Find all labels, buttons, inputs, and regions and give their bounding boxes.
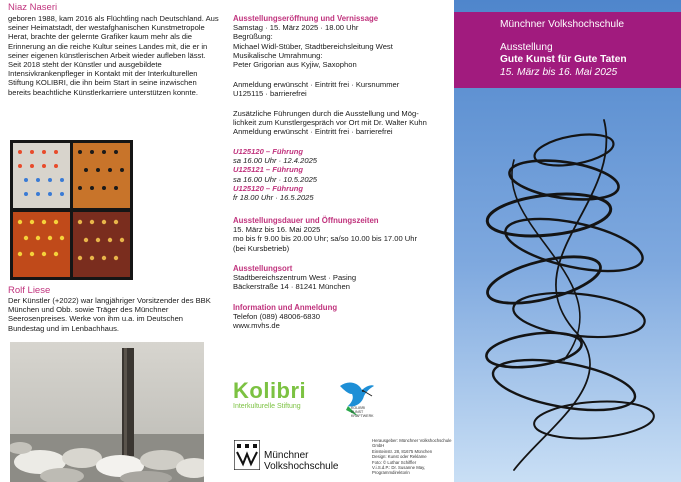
impressum (372, 438, 454, 476)
tour-date: sa 16.00 Uhr · 10.5.2025 (233, 174, 318, 184)
duration-section (233, 216, 451, 253)
vhs-name (264, 450, 339, 472)
impressum-line: Einsteinstr. 28, 81675 München (372, 448, 433, 454)
duration-heading: Ausstellungsdauer und Öffnungszeiten (233, 216, 379, 225)
vhs-name-line-1: Münchner (264, 450, 309, 461)
tour-date: sa 16.00 Uhr · 12.4.2025 (233, 156, 318, 166)
vhs-logo-icon (234, 440, 260, 470)
cover-dates: 15. März bis 16. Mai 2025 (500, 67, 618, 78)
tours-section (233, 109, 451, 137)
course-number: U125115 · barrierefrei (233, 89, 307, 99)
tour-code: U125120 – Führung (233, 183, 304, 193)
tours-line-3: Anmeldung erwünscht · Eintritt frei · barrierefrei (233, 127, 393, 137)
tours-line-2: lichkeit zum Kunstlergespräch vor Ort mit Dr. Walter Kuhn (233, 118, 427, 128)
cover-banner (454, 12, 681, 88)
kolibri-logo (233, 380, 306, 410)
cover-label: Ausstellung (500, 42, 553, 53)
opening-date: Samstag · 15. März 2025 · 18.00 Uhr (233, 23, 359, 33)
impressum-line: Foto: © Lothar Schiffler (372, 459, 417, 465)
music-person: Peter Grigorian aus Kyjiw, Saxophon (233, 60, 357, 70)
artist1-name: Niaz Naseri (8, 2, 58, 13)
artist2-name: Rolf Liese (8, 285, 51, 296)
artwork-niaz-naseri (10, 140, 133, 280)
cover-org: Münchner Volkshochschule (500, 19, 625, 30)
tour-code: U125120 – Führung (233, 147, 304, 156)
impressum-line: Herausgeber: Münchner Volkshochschule GmbH (372, 438, 452, 449)
kolibri-subtitle: Interkulturelle Stiftung (233, 403, 301, 410)
left-column (0, 0, 227, 482)
venue-name: Stadtbereichszentrum West · Pasing (233, 273, 357, 283)
info-section (233, 303, 451, 331)
artist2-bio: Der Künstler (+2022) war langjähriger Vorsitzender des BBK München und Obb. sowie Träger des Münchner Seerosenpreises. Werke von ihm u.a. im Deutschen Bundestag und im Lenbachhaus. (8, 296, 211, 333)
greeting-label: Begrüßung: (233, 32, 273, 42)
venue-address: Bäckerstraße 14 · 81241 München (233, 282, 350, 292)
registration-text: Anmeldung erwünscht · Eintritt frei · Kursnummer (233, 80, 400, 89)
kolibri-wordmark: Kolibri (233, 378, 307, 403)
opening-section (233, 14, 451, 69)
opening-heading: Ausstellungseröffnung und Vernissage (233, 14, 379, 23)
info-web[interactable]: www.mvhs.de (233, 321, 280, 331)
vhs-name-line-2: Volkshochschule (264, 461, 339, 472)
registration-section (233, 80, 451, 98)
tour-code: U125121 – Führung (233, 165, 304, 175)
info-heading: Information und Anmeldung (233, 303, 338, 312)
venue-section (233, 264, 451, 292)
tours-line-1: Zusätzliche Führungen durch die Ausstellung und Mög- (233, 109, 419, 118)
cover-title: Gute Kunst für Gute Taten (500, 54, 627, 65)
duration-dates: 15. März bis 16. Mai 2025 (233, 225, 321, 235)
opening-hours-note: (bei Kursbetrieb) (233, 243, 290, 253)
info-phone: Telefon (089) 48006-6830 (233, 312, 320, 322)
impressum-line: V.i.S.d.P.: Dr. Susanne May, Programmdirektorin (372, 465, 426, 476)
bird-label: KOLIBRI KUNST KRAFTWERK (351, 406, 374, 418)
music-label: Musikalische Umrahmung: (233, 50, 323, 60)
tour-list (233, 147, 451, 202)
venue-heading: Ausstellungsort (233, 264, 293, 273)
artist1-bio: geboren 1988, kam 2016 als Flüchtling nach Deutschland. Aus seiner Heimatstadt, der westafghanischen Kunstmetropole Herat, brachte der gelernte Grafiker kaum mehr als die Erinnerung an die reiche Kultur seines Landes mit, die er in seiner eigenen künstlerischen Arbeit wieder aufleben lässt. Seit 2018 steht der Künstler und ausgebildete Intensivkrankenpfleger in Kontakt mit der Interkulturellen Stiftung KOLIBRI, die ihn beim Start in seine inzwischen bereits beachtliche Künstlerkarriere unterstützen konnte. (8, 14, 219, 97)
artwork-rolf-liese (10, 342, 204, 482)
tour-date: fr 18.00 Uhr · 16.5.2025 (233, 193, 314, 203)
impressum-line: Design: Kunst oder Reklame (372, 454, 427, 460)
greeting-person: Michael Widl-Stüber, Stadtbereichsleitung West (233, 41, 393, 51)
cover-panel (454, 0, 681, 482)
opening-hours: mo bis fr 9.00 bis 20.00 Uhr; sa/so 10.00 bis 17.00 Uhr (233, 234, 418, 244)
